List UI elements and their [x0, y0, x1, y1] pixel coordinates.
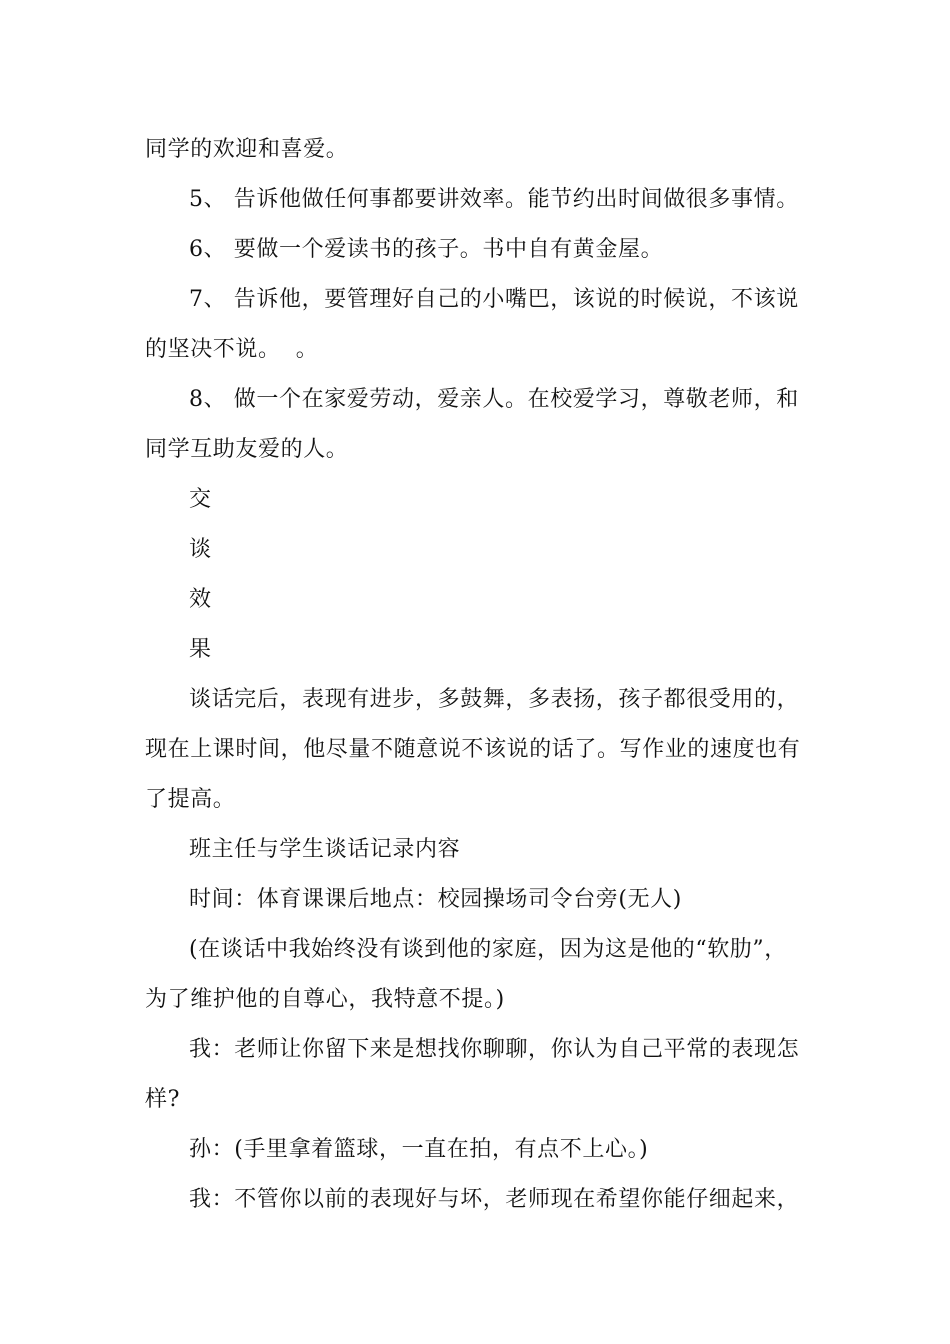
dialogue-line: 孙：(手里拿着篮球，一直在拍，有点不上心。) — [189, 1137, 649, 1162]
time-place-line: 时间：体育课课后地点：校园操场司令台旁(无人) — [189, 887, 682, 912]
text-line: 同学互助友爱的人。 — [145, 437, 349, 462]
list-item-8: 8、 做一个在家爱劳动，爱亲人。在校爱学习，尊敬老师，和 — [189, 387, 799, 412]
text-line: 同学的欢迎和喜爱。 — [145, 137, 349, 162]
paragraph-line: 为了维护他的自尊心，我特意不提。) — [145, 987, 505, 1012]
dialogue-line: 样? — [145, 1087, 180, 1112]
text-line: 的坚决不说。 。 — [145, 337, 319, 362]
list-item-6: 6、 要做一个爱读书的孩子。书中自有黄金屋。 — [189, 237, 664, 262]
paragraph-line: (在谈话中我始终没有谈到他的家庭，因为这是他的“软肋”， — [189, 937, 787, 962]
list-item-5: 5、 告诉他做任何事都要讲效率。能节约出时间做很多事情。 — [189, 187, 799, 212]
vertical-heading-char: 果 — [189, 637, 212, 662]
dialogue-line: 我：老师让你留下来是想找你聊聊，你认为自己平常的表现怎 — [189, 1037, 800, 1062]
paragraph-line: 了提高。 — [145, 787, 236, 812]
section-title: 班主任与学生谈话记录内容 — [189, 837, 461, 862]
vertical-heading-char: 交 — [189, 487, 212, 512]
vertical-heading-char: 谈 — [189, 537, 212, 562]
paragraph-line: 现在上课时间，他尽量不随意说不该说的话了。写作业的速度也有 — [145, 737, 801, 762]
vertical-heading-char: 效 — [189, 587, 212, 612]
list-item-7: 7、 告诉他，要管理好自己的小嘴巴，该说的时候说，不该说 — [189, 287, 799, 312]
dialogue-line: 我：不管你以前的表现好与坏，老师现在希望你能仔细起来， — [189, 1187, 800, 1212]
paragraph-line: 谈话完后，表现有进步，多鼓舞，多表扬，孩子都很受用的， — [189, 687, 800, 712]
